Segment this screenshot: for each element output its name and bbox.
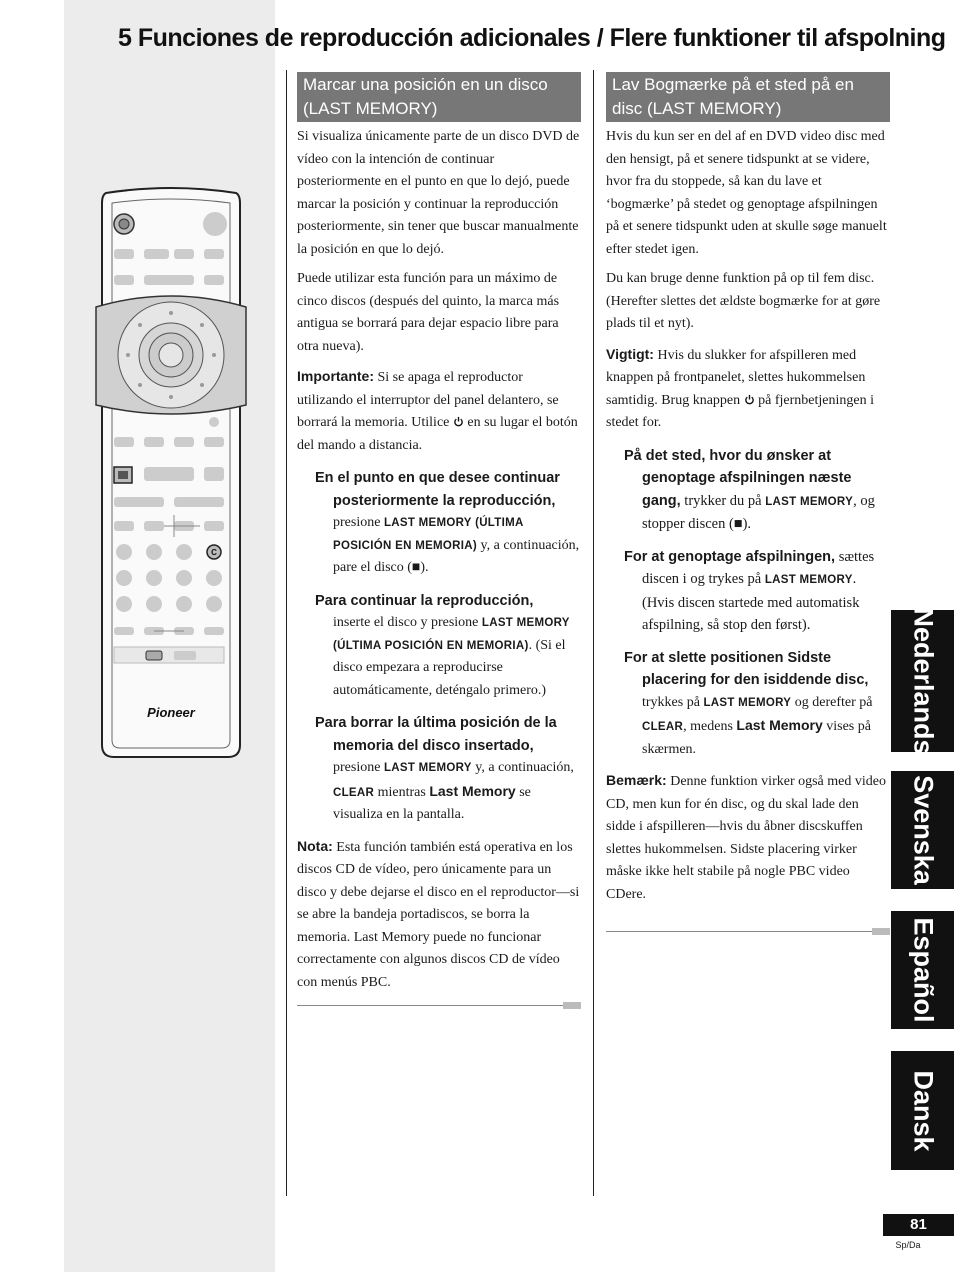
note-paragraph: Bemærk: Denne funktion virker også med video CD, men kun for én disc, og du skal lade den sidde i afspilleren—hvis du åbner discskuffen slettes hukommelsen. Sidste placering virker måske ikke helt stabile på nogle PBC video CDere. — [606, 772, 886, 902]
important-label: Vigtigt: — [606, 345, 654, 362]
clear-key-glyph: C — [211, 548, 217, 557]
step-3-es: Para borrar la última posición de la memoria del disco insertado, presione LAST MEMORY y, a continuación, CLEAR mientras Last Memory se visualiza en la pantalla. — [315, 712, 581, 827]
paragraph: Du kan bruge denne funktion på op til fem disc. (Herefter slettes det ældste bogmærke for at gøre plads til et nyt). — [606, 271, 881, 331]
last-memory-key-label: LAST MEMORY — [765, 495, 854, 508]
page-code: Sp/Da — [895, 1240, 921, 1250]
paragraph: Si visualiza únicamente parte de un disco DVD de vídeo con la intención de continuar posteriormente en el punto en que lo dejó, puede marcar la posición y continuar la reproducción posteriormente, sin tener que buscar manualmente la posición en que lo dejó. — [297, 129, 580, 257]
step-heading: En el punto en que desee continuar posteriormente la reproducción, — [315, 470, 560, 509]
step-2-es: Para continuar la reproducción, inserte el disco y presione LAST MEMORY (ÚLTIMA POSICIÓN EN MEMORIA). (Si el disco empezara a reproducirse automáticamente, deténgalo primero.) — [315, 590, 581, 703]
section-heading-es: Marcar una posición en un disco (LAST MEMORY) — [297, 72, 581, 122]
last-memory-key-label: LAST MEMORY — [703, 696, 792, 709]
paragraph: Hvis du kun ser en del af en DVD video disc med den hensigt, på et senere tidspunkt at se videre, hvor fra du stoppede, så kan du lave et ‘bogmærke’ på stedet og genoptage afspilningen på et senere tidspunkt uden at skulle søge manuelt efter stedet igen. — [606, 129, 887, 257]
column-rule-right — [593, 70, 594, 1196]
last-memory-key-label: LAST MEMORY (ÚLTIMA POSICIÓN EN MEMORIA) — [333, 517, 524, 552]
last-memory-key-label: LAST MEMORY (ÚLTIMA POSICIÓN EN MEMORIA) — [333, 617, 570, 652]
note-label: Bemærk: — [606, 772, 667, 788]
last-memory-key-label: LAST MEMORY — [764, 574, 853, 586]
last-memory-key-label: LAST MEMORY — [383, 762, 472, 774]
screen-message: Last Memory — [429, 782, 516, 799]
step-1-da: På det sted, hvor du ønsker at genoptage afspilningen næste gang, trykker du på LAST MEMORY, og stopper discen (■). — [624, 447, 875, 532]
page-title: 5 Funciones de reproducción adicionales / Flere funktioner til afspolning — [118, 24, 946, 52]
paragraph: Puede utilizar esta función para un máximo de cinco discos (después del quinto, la marca más antigua se borrará para dejar espacio libre para otra nueva). — [297, 271, 560, 354]
step-heading: Para continuar la reproducción, — [315, 592, 534, 609]
important-paragraph: Vigtigt: Hvis du slukker for afspilleren med knappen på frontpanelet, slettes hukommelsen samtidig. Brug knappen på fjernbetjeningen i stedet for. — [606, 345, 874, 430]
pioneer-logo: Pioneer — [147, 705, 195, 720]
important-label: Importante: — [297, 368, 374, 384]
section-end-rule — [297, 1002, 581, 1010]
power-icon — [744, 394, 755, 405]
step-heading: For at slette positionen Sidste placering for den isiddende disc, — [624, 649, 869, 688]
note-label: Nota: — [297, 837, 333, 854]
language-tab-dansk: Dansk — [891, 1051, 954, 1170]
screen-message: Last Memory — [736, 717, 823, 733]
language-tab-espanol: Español — [891, 911, 954, 1029]
step-1-es: En el punto en que desee continuar posteriormente la reproducción, presione LAST MEMORY (ÚLTIMA POSICIÓN EN MEMORIA) y, a continuación, pare el disco (■). — [315, 467, 581, 580]
section-end-rule — [606, 928, 890, 936]
spanish-column — [297, 72, 581, 1010]
clear-key-label: CLEAR — [642, 721, 684, 733]
power-icon — [453, 416, 464, 427]
step-2-da: For at genoptage afspilningen, sættes discen i og trykes på LAST MEMORY. (Hvis discen startede med automatisk afspilning, så stop den først). — [624, 548, 875, 633]
step-heading: For at genoptage afspilningen, — [624, 548, 836, 565]
danish-column — [606, 72, 890, 936]
important-paragraph: Importante: Si se apaga el reproductor utilizando el interruptor del panel delantero, se borrará la memoria. Utilice en su lugar el botón del mando a distancia. — [297, 368, 578, 453]
note-paragraph: Nota: Esta función también está operativa en los discos CD de vídeo, pero únicamente para un disco y debe dejarse el disco en el reproductor—si se abre la bandeja portadiscos, se borra la memoria. Last Memory puede no funcionar correctamente con algunos discos CD de vídeo con menús PBC. — [297, 837, 580, 990]
step-heading: Para borrar la última posición de la memoria del disco insertado, — [315, 715, 557, 754]
clear-key-label: CLEAR — [333, 786, 375, 799]
section-heading-da: Lav Bogmærke på et sted på en disc (LAST MEMORY) — [606, 72, 890, 122]
page-number: 81 — [883, 1214, 954, 1236]
language-tab-nederlands: Nederlands — [891, 610, 954, 752]
step-3-da: For at slette positionen Sidste placering for den isiddende disc, trykkes på LAST MEMORY og derefter på CLEAR, medens Last Memory vises på skærmen. — [624, 647, 890, 762]
column-rule-left — [286, 70, 287, 1196]
remote-control-illustration — [90, 185, 252, 760]
language-tab-svenska: Svenska — [891, 771, 954, 889]
step-heading: På det sted, hvor du ønsker at genoptage afspilningen næste gang, — [624, 447, 852, 509]
